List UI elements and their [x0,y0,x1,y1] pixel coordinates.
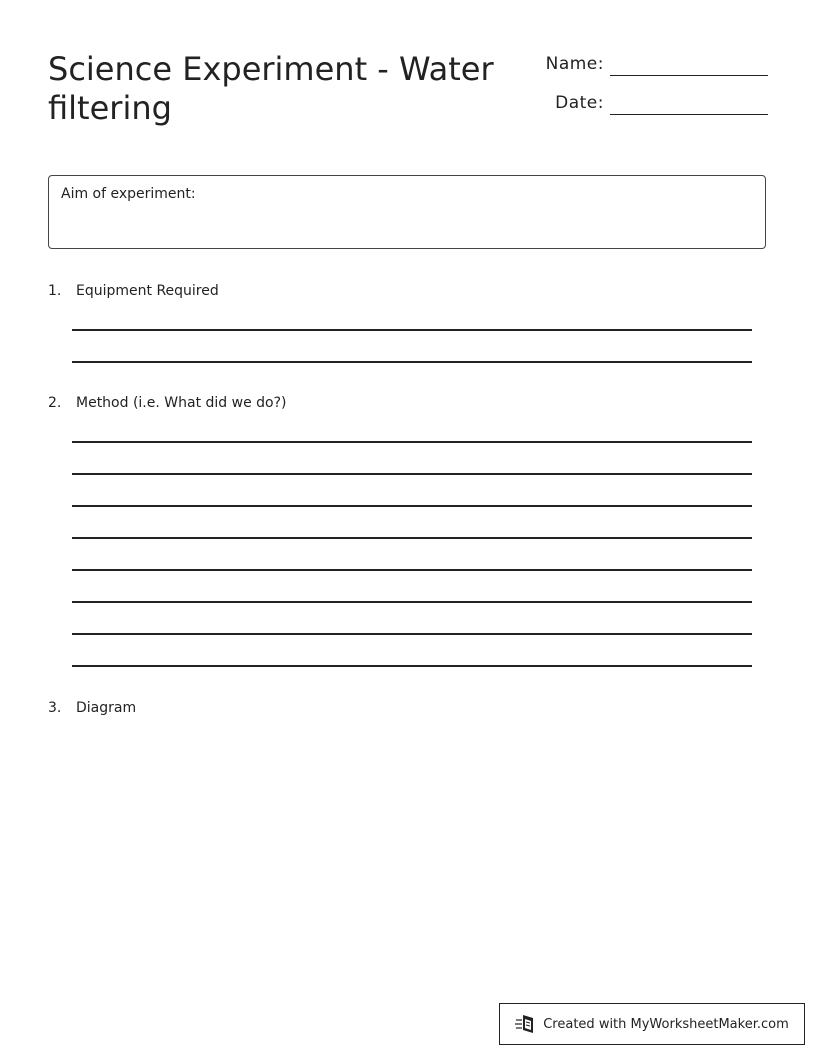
method-write-line[interactable] [72,473,752,475]
section-heading: Method (i.e. What did we do?) [76,395,287,411]
aim-label: Aim of experiment: [61,186,196,202]
method-write-line[interactable] [72,633,752,635]
date-field [520,91,768,115]
credit-badge[interactable] [499,1003,805,1045]
section-number: 2. [48,395,62,411]
section-heading: Diagram [76,700,137,716]
date-label: Date: [555,93,604,113]
method-write-line[interactable] [72,505,752,507]
page-title: Science Experiment - Water filtering [48,50,494,127]
section-heading: Equipment Required [76,283,219,299]
aim-box[interactable] [48,175,766,249]
section-number: 1. [48,283,62,299]
name-write-line[interactable] [610,75,768,76]
name-label: Name: [545,54,604,74]
name-field [520,52,768,76]
credit-text: Created with MyWorksheetMaker.com [543,1016,789,1032]
equipment-write-line[interactable] [72,329,752,331]
worksheet-maker-logo-icon [515,1013,537,1035]
section-number: 3. [48,700,62,716]
method-write-line[interactable] [72,441,752,443]
date-write-line[interactable] [610,114,768,115]
equipment-write-line[interactable] [72,361,752,363]
method-write-line[interactable] [72,537,752,539]
method-write-line[interactable] [72,665,752,667]
method-write-line[interactable] [72,601,752,603]
diagram-area[interactable] [48,730,768,990]
method-write-line[interactable] [72,569,752,571]
